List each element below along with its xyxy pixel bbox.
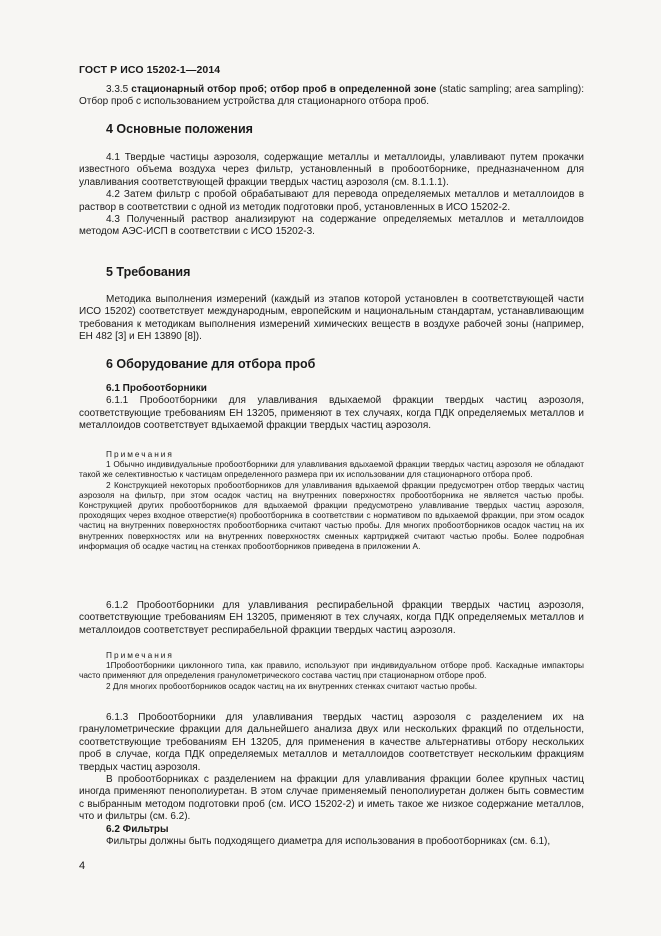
paragraph-6-1-2: 6.1.2 Пробоотборники для улавливания респирабельной фракции твердых частиц аэрозоля, соответствующие требованиям ЕН 13205, применяют в тех случаях, когда ПДК определяемых металлов и металлоидов соответствует респирабельной фракции твердых частиц аэрозоля. — [79, 600, 584, 636]
note-2: 2 Для многих пробоотборников осадок частиц на их внутренних стенках считают частью пробы. — [106, 680, 478, 691]
notes-block-2 — [79, 650, 584, 691]
paragraph-6-1-2-block — [79, 600, 584, 637]
paragraph-3-3-5 — [79, 84, 584, 109]
paragraph-5: Методика выполнения измерений (каждый из этапов которой установлен в соответствующей части ИСО 15202) соответствует международным, европейским и национальным стандартам, устанавливающим требования к методикам выполнения измерений химических веществ в воздухе рабочей зоны (например, ЕН 482 [3] и ЕН 13890 [8]). — [79, 294, 584, 343]
section-5-body — [79, 294, 584, 344]
paragraph-6-1-1: 6.1.1 Пробоотборники для улавливания вдыхаемой фракции твердых частиц аэрозоля, соответствующие требованиям ЕН 13205, применяют в тех случаях, когда ПДК определяемых металлов и металлоидов соответствует вдыхаемой фракции твердых частиц аэрозоля. — [79, 395, 584, 432]
clause-number: 3.3.5 — [106, 84, 129, 95]
section-6-1-3 — [79, 712, 584, 848]
paragraph-4-3: 4.3 Полученный раствор анализируют на содержание определяемых металлов и металлоидов методом АЭС-ИСП в соответствии с ИСО 15202-3. — [79, 214, 584, 238]
notes-title: Примечания — [106, 650, 174, 660]
section-6 — [79, 357, 584, 371]
section-3-3-5 — [79, 84, 584, 109]
note-2: 2 Конструкцией некоторых пробоотборников для улавливания вдыхаемой фракции предусмотрен отбор твердых частиц аэрозоля на фильтр, при этом осадок частиц на внутренних поверхностях пробоотборника не является частью пробы. Конструкцией других пробоотборников для вдыхаемой фракции предусмотрено улавливание твердых частиц аэрозоля, проходящих через входное отверстие(я) пробоотборника в соответствии с нормативом по вдыхаемой фракции, при этом осадок частиц на внутренних поверхностях пробоотборника считают частью пробы. Для многих пробоотборников осадок частиц на их внутренних поверхностях или на внутренних поверхностях сменных картриджей считают частью пробы. Более подробная информация об осадке частиц на стенках пробоотборников приведена в приложении А. — [79, 479, 584, 551]
subsection-6-1-heading: 6.1 Пробоотборники — [106, 383, 207, 394]
paragraph-4-1: 4.1 Твердые частицы аэрозоля, содержащие металлы и металлоиды, улавливают путем прокачки известного объема воздуха через фильтр, установленный в пробоотборнике, предназначенном для улавливания соответствующей фракции твердых частиц аэрозоля (см. 8.1.1.1). — [79, 152, 584, 188]
note-1: 1 Обычно индивидуальные пробоотборники для улавливания вдыхаемой фракции твердых частиц аэрозоля не обладают такой же селективностью к частицам определенного размера при их использовании для стационарного отбора проб. — [79, 459, 584, 480]
paragraph-4-2: 4.2 Затем фильтр с пробой обрабатывают для перевода определяемых металлов и металлоидов в раствор в соответствии с одной из методик подготовки проб, установленных в ИСО 15202-2. — [79, 189, 584, 213]
section-4 — [79, 122, 584, 136]
note-1: 1Пробоотборники циклонного типа, как правило, используют при индивидуальном отборе проб. Каскадные импакторы часто применяют для определения гранулометрического состава частиц при стационарном отборе проб. — [79, 660, 584, 681]
notes-title: Примечания — [106, 449, 174, 459]
paragraph-6-2: Фильтры должны быть подходящего диаметра для использования в пробоотборниках (см. 6.1), — [106, 836, 551, 848]
document-header: ГОСТ Р ИСО 15202-1—2014 — [79, 64, 221, 76]
section-6-heading: 6 Оборудование для отбора проб — [106, 357, 316, 371]
section-4-heading: 4 Основные положения — [106, 122, 253, 136]
subsection-6-2-heading: 6.2 Фильтры — [106, 823, 169, 835]
paragraph-6-1-3-b: В пробоотборниках с разделением на фракции для улавливания фракции более крупных частиц иногда применяют пенополиуретан. В этом случае применяемый пенополиуретан должен быть совместим с выбранным методом подготовки проб (см. ИСО 15202-2) и иметь такое же низкое содержание металлов, что и фильтры (см. 6.2). — [79, 774, 584, 823]
term: стационарный отбор проб; отбор проб в определенной зоне — [131, 84, 437, 95]
notes-block-1 — [79, 449, 584, 551]
section-5-heading: 5 Требования — [106, 265, 191, 279]
term-definition: (static sampling; area sampling): Отбор проб с использованием устройства для стационарного отбора проб. — [79, 84, 584, 108]
section-6-1 — [79, 383, 584, 433]
paragraph-6-1-3: 6.1.3 Пробоотборники для улавливания твердых частиц аэрозоля с разделением их на гранулометрические фракции для дальнейшего анализа двух или нескольких фракций по отдельности, соответствующие требованиям ЕН 13205, для применения в качестве альтернативы отбору нескольких проб в случае, когда ПДК определяемых металлов и металлоидов соответствует нескольким фракциям твердых частиц аэрозоля. — [79, 712, 584, 773]
page-number: 4 — [79, 860, 86, 872]
section-5 — [79, 265, 584, 279]
section-4-body — [79, 152, 584, 239]
